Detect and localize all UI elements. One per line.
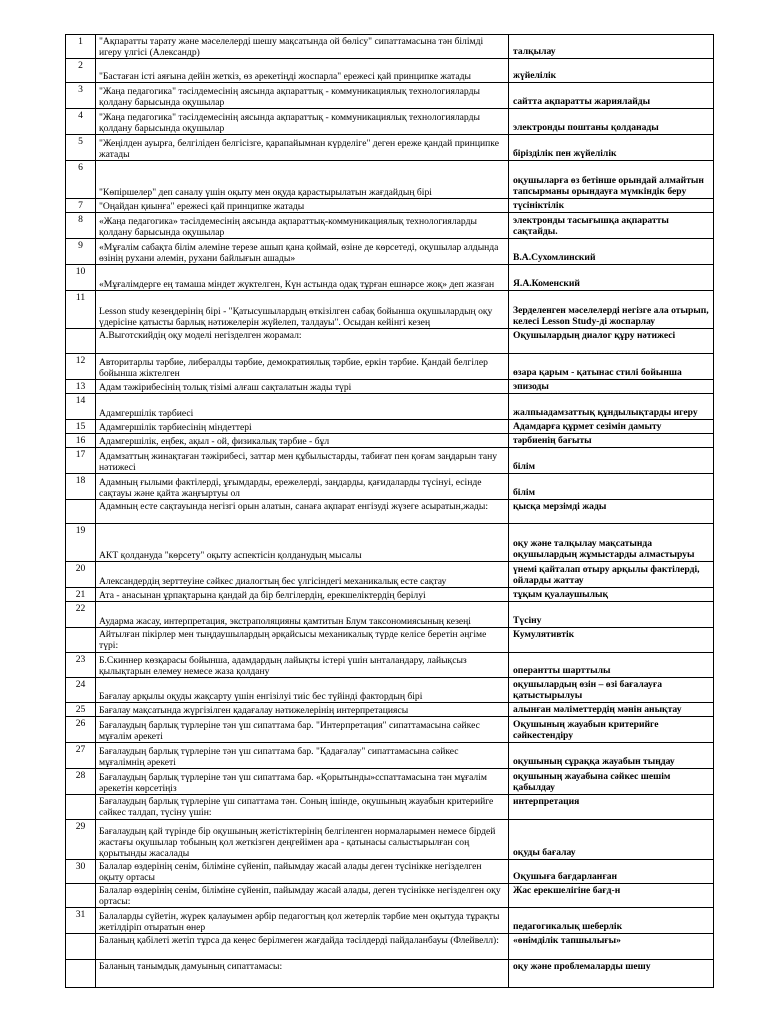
answer-cell: бірізділік пен жүйелілік (509, 135, 714, 161)
answer-cell: Оқушының жауабын критерийге сәйкестендіру (509, 717, 714, 743)
question-cell: "Ақпаратты тарату және мәселелерді шешу мақсатында ой бөлісу" сипаттамасына тән білімді игеру үлгісі (Александр) (96, 35, 509, 59)
question-cell: «Мұғалімдерге ең тамаша міндет жүктелген, Күн астында одақ тұрған ешнәрсе жоқ» деп жазған (96, 265, 509, 291)
table-row (66, 960, 714, 988)
table-row (66, 291, 714, 329)
row-number-cell: 15 (66, 420, 96, 434)
table-row (66, 908, 714, 934)
document-page (65, 34, 713, 988)
question-cell: Адамзаттың жинақтаған тәжірибесі, заттар мен құбылыстарды, табиғат пен қоғам заңдарын тану нәтижесі (96, 448, 509, 474)
row-number-cell: 10 (66, 265, 96, 291)
table-row (66, 562, 714, 588)
answer-cell: оқу және талқылау мақсатында оқушылардың жұмыстарды алмастыруы (509, 524, 714, 562)
table-row (66, 524, 714, 562)
table-row (66, 743, 714, 769)
row-number-cell: 12 (66, 354, 96, 380)
table-row (66, 678, 714, 703)
table-row (66, 199, 714, 213)
answer-cell: оқушының жауабына сәйкес шешім қабылдау (509, 769, 714, 795)
question-cell: А.Выготскийдің оқу моделі негізделген жорамал: (96, 329, 509, 354)
row-number-cell: 7 (66, 199, 96, 213)
answer-cell: үнемі қайталап отыру арқылы фактілерді, ойларды жаттау (509, 562, 714, 588)
row-number-cell: 25 (66, 703, 96, 717)
table-row (66, 35, 714, 59)
row-number-cell: 14 (66, 394, 96, 420)
question-cell: Балалар өздерінің сенім, біліміне сүйеніп, пайымдау жасай алады, деген түсінікке негізделген оқу ортасы: (96, 884, 509, 908)
row-number-cell: 28 (66, 769, 96, 795)
table-row (66, 380, 714, 394)
question-cell: Адамның ғылыми фактілерді, ұғымдарды, ережелерді, заңдарды, қағидаларды түсінуі, есінде сақтауы және қайта жаңғыртуы ол (96, 474, 509, 500)
row-number-cell: 21 (66, 588, 96, 602)
answer-cell: педагогикалық шеберлік (509, 908, 714, 934)
table-row (66, 628, 714, 653)
question-cell: Адамгершілік, еңбек, ақыл - ой, физикалық тәрбие - бұл (96, 434, 509, 448)
answer-cell: Зерделенген мәселелерді негізге ала отырып, келесі Lesson Study-ді жоспарлау (509, 291, 714, 329)
answer-cell: В.А.Сухомлинский (509, 239, 714, 265)
question-cell: «Мұғалім сабақта білім әлеміне терезе ашып қана қоймай, өзіне де көрсетеді, оқушылар алдында өзінің рухани әлемін, рухани байлығын ашады» (96, 239, 509, 265)
answer-cell: оқушыларға өз бетінше орындай алмайтын тапсырманы орындауға мүмкіндік беру (509, 161, 714, 199)
table-row (66, 329, 714, 354)
question-cell: Бағалаудың барлық түрлеріне тән үш сипаттама бар. "Қадағалау" сипаттамасына сәйкес мұғалімнің әрекеті (96, 743, 509, 769)
answer-cell: оперантты шарттылы (509, 653, 714, 678)
table-row (66, 448, 714, 474)
answer-cell: білім (509, 448, 714, 474)
question-cell: Бағалаудың қай түрінде бір оқушының жетістіктерінің белгіленген нормаларымен немесе бірдей жастағы оқушылар тобының қол жеткізген деңгейімен ара - қатынасы салыстырылған соң қорытынды жасалады (96, 820, 509, 860)
row-number-cell: 27 (66, 743, 96, 769)
row-number-cell: 8 (66, 213, 96, 239)
table-row (66, 602, 714, 628)
answer-cell: тәрбиенің бағыты (509, 434, 714, 448)
question-cell: "Жаңа педагогика" тәсілдемесінің аясында ақпараттық - коммуникациялық технологияларды қолдану барысында оқушылар (96, 109, 509, 135)
answer-cell: оқушылардың өзін – өзі бағалауға қатыстырылуы (509, 678, 714, 703)
table-row (66, 703, 714, 717)
answer-cell: жалпыадамзаттық құндылықтарды игеру (509, 394, 714, 420)
row-number-cell (66, 960, 96, 988)
answer-cell: эпизоды (509, 380, 714, 394)
row-number-cell: 20 (66, 562, 96, 588)
question-cell: "Жеңілден ауырға, белгіліден белгісізге, қарапайымнан күрделіге" деген ереже қандай принципке жатады (96, 135, 509, 161)
table-row (66, 653, 714, 678)
table-row (66, 934, 714, 960)
answer-cell: электронды поштаны қолданады (509, 109, 714, 135)
table-row (66, 59, 714, 83)
row-number-cell (66, 934, 96, 960)
table-row (66, 213, 714, 239)
row-number-cell: 2 (66, 59, 96, 83)
question-answer-table (65, 34, 714, 988)
answer-cell: оқушының сұраққа жауабын тыңдау (509, 743, 714, 769)
answer-cell: Оқушылардың диалог құру нәтижесі (509, 329, 714, 354)
question-cell: «Жаңа педагогика» тәсілдемесінің аясында ақпараттық-коммуникациялық технологияларды қолдану барысында оқушылар (96, 213, 509, 239)
table-row (66, 83, 714, 109)
answer-cell: тұқым қуалаушылық (509, 588, 714, 602)
row-number-cell: 23 (66, 653, 96, 678)
question-cell: "Оңайдан қиынға" ережесі қай принципке жатады (96, 199, 509, 213)
row-number-cell: 30 (66, 860, 96, 884)
row-number-cell: 5 (66, 135, 96, 161)
answer-cell: оқу және проблемаларды шешу (509, 960, 714, 988)
row-number-cell: 3 (66, 83, 96, 109)
question-cell: Александердің зерттеуіне сәйкес диалогтың бес үлгісіндегі механикалық есте сақтау (96, 562, 509, 588)
table-row (66, 265, 714, 291)
table-row (66, 135, 714, 161)
table-row (66, 588, 714, 602)
question-cell: Балалар өздерінің сенім, біліміне сүйеніп, пайымдау жасай алады деген түсінікке негізделген оқыту ортасы (96, 860, 509, 884)
table-body (66, 35, 714, 988)
row-number-cell: 17 (66, 448, 96, 474)
question-cell: "Бастаған істі аяғына дейін жеткіз, өз әрекетіңді жоспарла" ережесі қай принципке жатады (96, 59, 509, 83)
question-cell: Б.Скиннер көзқарасы бойынша, адамдардың лайықты істері үшін ынталандару, лайықсыз қылықтарын елемеу немесе жаза қолдану (96, 653, 509, 678)
row-number-cell (66, 329, 96, 354)
row-number-cell: 19 (66, 524, 96, 562)
row-number-cell: 31 (66, 908, 96, 934)
answer-cell: электронды тасығышқа ақпаратты сақтайды. (509, 213, 714, 239)
row-number-cell: 29 (66, 820, 96, 860)
table-row (66, 884, 714, 908)
row-number-cell: 9 (66, 239, 96, 265)
answer-cell: Жас ерекшелігіне бағд-н (509, 884, 714, 908)
question-cell: Балаларды сүйетін, жүрек қалауымен әрбір педагогтың қол жетерлік тәрбие мен оқытуда тұрақты жетілдіріп отыратын өнер (96, 908, 509, 934)
answer-cell: алынған мәліметтердің мәнін анықтау (509, 703, 714, 717)
answer-cell: «өнімділік тапшылығы» (509, 934, 714, 960)
answer-cell: өзара қарым - қатынас стилі бойынша (509, 354, 714, 380)
question-cell: Адамгершілік тәрбиесінің міндеттері (96, 420, 509, 434)
question-cell: Бағалаудың барлық түрлеріне тән үш сипаттама бар. «Қорытынды»сспаттамасына тән мұғалім әрекетін көрсетіңіз (96, 769, 509, 795)
table-row (66, 795, 714, 820)
question-cell: Адамгершілік тәрбиесі (96, 394, 509, 420)
table-row (66, 354, 714, 380)
row-number-cell: 16 (66, 434, 96, 448)
table-row (66, 500, 714, 524)
table-row (66, 474, 714, 500)
question-cell: Бағалаудың барлық түрлеріне тән үш сипаттама бар. "Интерпретация" сипаттамасына сәйкес мұғалім әрекеті (96, 717, 509, 743)
table-row (66, 161, 714, 199)
table-row (66, 860, 714, 884)
answer-cell: талқылау (509, 35, 714, 59)
question-cell: Баланың қабілеті жетіп тұрса да кеңес берілмеген жағдайда тәсілдерді пайдаланбауы (Флейвелл): (96, 934, 509, 960)
table-row (66, 769, 714, 795)
answer-cell: қысқа мерзімді жады (509, 500, 714, 524)
question-cell: Адамның есте сақтауында негізгі орын алатын, санаға ақпарат енгізуді жүзеге асыратын,жады: (96, 500, 509, 524)
question-cell: Ата - анасынан ұрпақтарына қандай да бір белгілердің, ерекшеліктердің берілуі (96, 588, 509, 602)
question-cell: Lesson study кезеңдерінің бірі - "Қатысушылардың өткізілген сабақ бойынша оқушылардың оқу үдерісіне қатысты барлық нәтижелерін жүйелеп, талдауы". Осыдан кейінгі кезең (96, 291, 509, 329)
answer-cell: жүйелілік (509, 59, 714, 83)
row-number-cell: 1 (66, 35, 96, 59)
answer-cell: интерпретация (509, 795, 714, 820)
row-number-cell: 13 (66, 380, 96, 394)
answer-cell: түсініктілік (509, 199, 714, 213)
question-cell: "Жаңа педагогика" тәсілдемесінің аясында ақпараттық - коммуникациялық технологияларды қолдану барысында оқушылар (96, 83, 509, 109)
row-number-cell: 11 (66, 291, 96, 329)
table-row (66, 394, 714, 420)
question-cell: Айтылған пікірлер мен тыңдаушылардың әрқайсысы механикалық түрде келісе беретін әңгіме түрі: (96, 628, 509, 653)
answer-cell: оқуды бағалау (509, 820, 714, 860)
question-cell: Бағалаудың барлық түрлеріне үш сипаттама тән. Соның ішінде, оқушының жауабын критерийге сәйкес талдап, түсіну үшін: (96, 795, 509, 820)
answer-cell: Кумулятивтік (509, 628, 714, 653)
row-number-cell: 22 (66, 602, 96, 628)
question-cell: Бағалау арқылы оқуды жақсарту үшін енгізілуі тиіс бес түйінді фактордың бірі (96, 678, 509, 703)
row-number-cell: 4 (66, 109, 96, 135)
row-number-cell (66, 795, 96, 820)
row-number-cell (66, 500, 96, 524)
row-number-cell (66, 884, 96, 908)
table-row (66, 820, 714, 860)
question-cell: Адам тәжірибесінің толық тізімі алғаш сақталатын жады түрі (96, 380, 509, 394)
answer-cell: сайтта ақпаратты жариялайды (509, 83, 714, 109)
row-number-cell: 26 (66, 717, 96, 743)
question-cell: "Көпіршелер" деп саналу үшін оқыту мен оқуда қарастырылатын жағдайдың бірі (96, 161, 509, 199)
question-cell: Авторитарлы тәрбие, либералды тәрбие, демократиялық тәрбие, еркін тәрбие. Қандай белгілер бойынша жіктелген (96, 354, 509, 380)
answer-cell: Түсіну (509, 602, 714, 628)
row-number-cell: 24 (66, 678, 96, 703)
question-cell: Баланың танымдық дамуының сипаттамасы: (96, 960, 509, 988)
row-number-cell: 18 (66, 474, 96, 500)
table-row (66, 239, 714, 265)
question-cell: Аудармa жасау, интерпретация, экстраполяцияны қамтитын Блум таксономиясының кезеңі (96, 602, 509, 628)
answer-cell: білім (509, 474, 714, 500)
answer-cell: Я.А.Коменский (509, 265, 714, 291)
table-row (66, 109, 714, 135)
row-number-cell: 6 (66, 161, 96, 199)
question-cell: АКТ қолданудa "көрсету" оқыту аспектісін қолданудың мысалы (96, 524, 509, 562)
table-row (66, 434, 714, 448)
table-row (66, 420, 714, 434)
question-cell: Бағалау мақсатында жүргізілген қадағалау нәтижелерінің интерпретациясы (96, 703, 509, 717)
answer-cell: Адамдарға құрмет сезімін дамыту (509, 420, 714, 434)
row-number-cell (66, 628, 96, 653)
table-row (66, 717, 714, 743)
answer-cell: Оқушыға бағдарланған (509, 860, 714, 884)
